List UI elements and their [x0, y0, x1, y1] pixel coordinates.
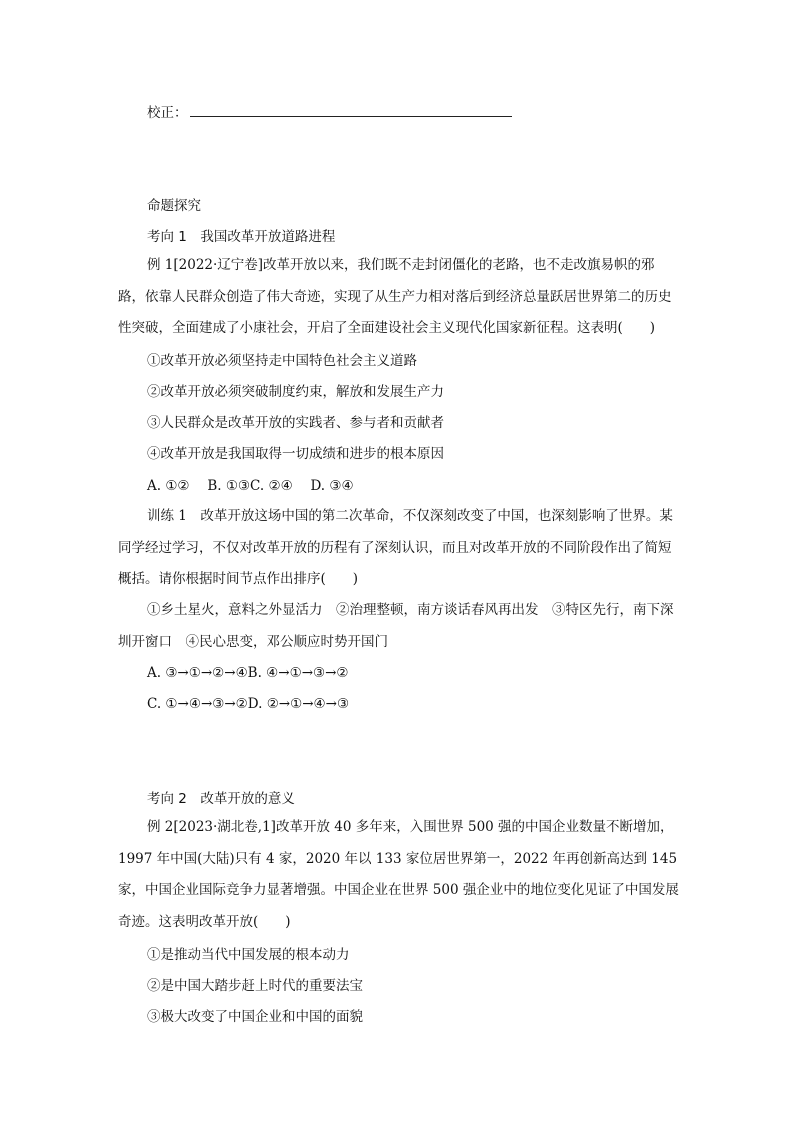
correction-blank[interactable] — [190, 106, 512, 117]
topic1-heading: 考向 1 我国改革开放道路进程 — [147, 229, 336, 245]
training1-choices-1: A. ③→①→②→④B. ④→①→③→② — [147, 665, 349, 681]
example1-option-4: ④改革开放是我国取得一切成绩和进步的根本原因 — [147, 446, 444, 462]
example1-question: 例 1[2022·辽宁卷]改革开放以来，我们既不走封闭僵化的老路，也不走改旗易帜的邪路，依靠人民群众创造了伟大奇迹，实现了从生产力相对落后到经济总量跃居世界第二的历史性突破，全面建成了小康社会，开启了全面建设社会主义现代化国家新征程。这表明( ) — [118, 257, 672, 336]
example1-choices: A. ①② B. ①③C. ②④ D. ③④ — [147, 478, 354, 494]
correction-label: 校正： — [147, 105, 188, 121]
example1-option-2: ②改革开放必须突破制度约束，解放和发展生产力 — [147, 384, 444, 400]
example1-option-1: ①改革开放必须坚持走中国特色社会主义道路 — [147, 353, 417, 369]
training1-choices-2: C. ①→④→③→②D. ②→①→④→③ — [147, 696, 350, 712]
topic2-heading: 考向 2 改革开放的意义 — [147, 791, 295, 807]
section-title: 命题探究 — [147, 198, 201, 214]
example2-option-2: ②是中国大踏步赶上时代的重要法宝 — [147, 978, 363, 994]
example2-option-3: ③极大改变了中国企业和中国的面貌 — [147, 1009, 363, 1025]
example1-option-3: ③人民群众是改革开放的实践者、参与者和贡献者 — [147, 415, 444, 431]
training1-question: 训练 1 改革开放这场中国的第二次革命，不仅深刻改变了中国，也深刻影响了世界。某同学经过学习，不仅对改革开放的历程有了深刻认识，而且对改革开放的不同阶段作出了简短概括。请你根据时间节点作出排序( ) — [118, 508, 673, 587]
example2-option-1: ①是推动当代中国发展的根本动力 — [147, 947, 350, 963]
training1-items: ①乡土星火，意料之外显活力 ②治理整顿，南方谈话春风再出发 ③特区先行，南下深圳开窗口 ④民心思变，邓公顺应时势开国门 — [118, 602, 674, 650]
example2-question: 例 2[2023·湖北卷,1]改革开放 40 多年来，入围世界 500 强的中国企业数量不断增加，1997 年中国(大陆)只有 4 家，2020 年以 133 家位居世界第一，2022 年再创新高达到 145 家，中国企业国际竞争力显著增强。中国企业在世界 500 强企业中的地位变化见证了中国发展奇迹。这表明改革开放( ) — [118, 819, 679, 930]
correction-line — [147, 106, 512, 121]
